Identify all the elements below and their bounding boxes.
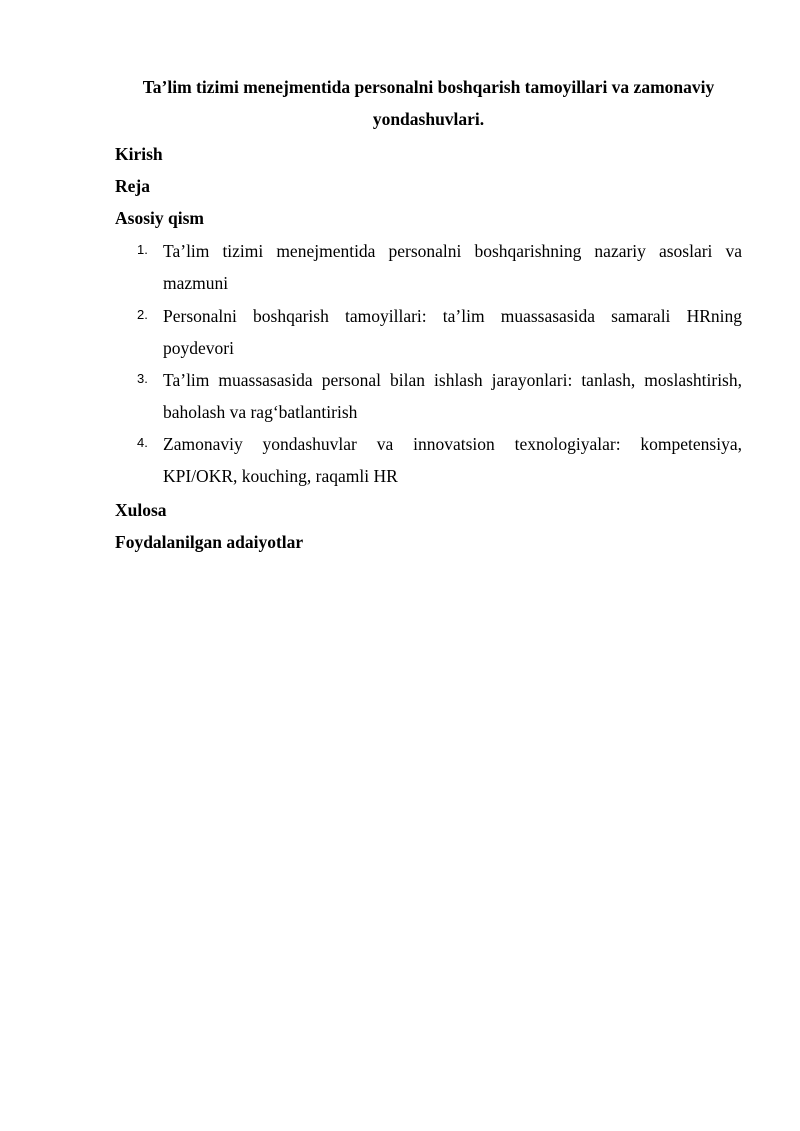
list-item-number: 4. xyxy=(137,435,148,450)
list-item xyxy=(115,235,742,299)
heading-intro: Kirish xyxy=(115,144,163,164)
heading-conclusion: Xulosa xyxy=(115,500,167,520)
list-item xyxy=(115,364,742,428)
heading-main: Asosiy qism xyxy=(115,208,204,228)
document-title: Ta’lim tizimi menejmentida personalni boshqarish tamoyillari va zamonaviy yondashuvlari. xyxy=(142,77,715,129)
list-item-text: Zamonaviy yondashuvlar va innovatsion texnologiyalar: kompetensiya, KPI/OKR, kouching, raqamli HR xyxy=(163,434,742,486)
list-item-text: Ta’lim muassasasida personal bilan ishlash jarayonlari: tanlash, moslashtirish, baholash va rag‘batlantirish xyxy=(163,370,742,422)
list-item-text: Ta’lim tizimi menejmentida personalni boshqarishning nazariy asoslari va mazmuni xyxy=(163,241,742,293)
list-item-number: 2. xyxy=(137,307,148,322)
list-item xyxy=(115,428,742,492)
list-item xyxy=(115,300,742,364)
list-item-text: Personalni boshqarish tamoyillari: ta’lim muassasasida samarali HRning poydevori xyxy=(163,306,742,358)
heading-references: Foydalanilgan adaiyotlar xyxy=(115,532,304,552)
list-item-number: 1. xyxy=(137,242,148,257)
list-item-number: 3. xyxy=(137,371,148,386)
heading-plan: Reja xyxy=(115,176,150,196)
